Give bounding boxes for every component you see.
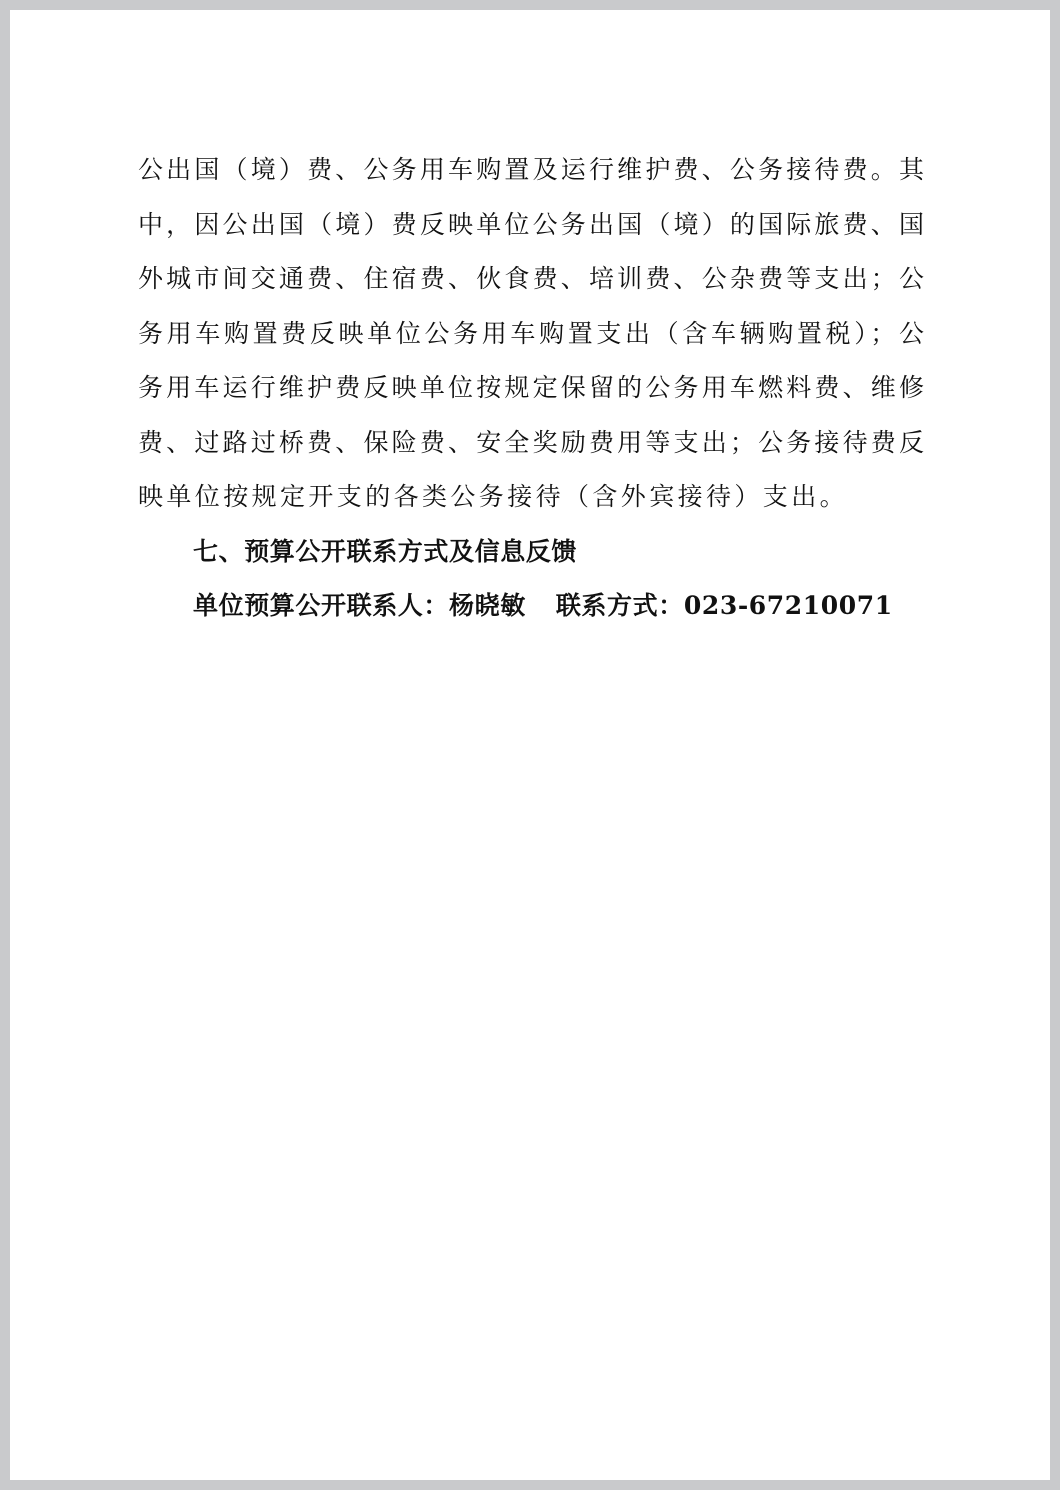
paragraph-line-7: 映单位按规定开支的各类公务接待（含外宾接待）支出。 <box>138 482 849 511</box>
contact-method-label: 联系方式： <box>555 591 684 620</box>
contact-phone: 023-67210071 <box>683 591 893 620</box>
paragraph-line-5: 务用车运行维护费反映单位按规定保留的公务用车燃料费、维修 <box>138 373 924 402</box>
paragraph-line-2: 中，因公出国（境）费反映单位公务出国（境）的国际旅费、国 <box>138 210 924 239</box>
paragraph-line-1: 公出国（境）费、公务用车购置及运行维护费、公务接待费。其 <box>138 155 924 184</box>
contact-person-name: 杨晓敏 <box>449 591 526 620</box>
paragraph-line-3: 外城市间交通费、住宿费、伙食费、培训费、公杂费等支出；公 <box>138 264 924 293</box>
paragraph-line-6: 费、过路过桥费、保险费、安全奖励费用等支出；公务接待费反 <box>138 428 924 457</box>
contact-person-label: 单位预算公开联系人： <box>193 591 450 620</box>
contact-line <box>193 586 893 626</box>
document-page <box>10 10 1050 1480</box>
section-heading: 七、预算公开联系方式及信息反馈 <box>193 537 578 566</box>
paragraph-line-4: 务用车购置费反映单位公务用车购置支出（含车辆购置税）；公 <box>138 319 924 348</box>
